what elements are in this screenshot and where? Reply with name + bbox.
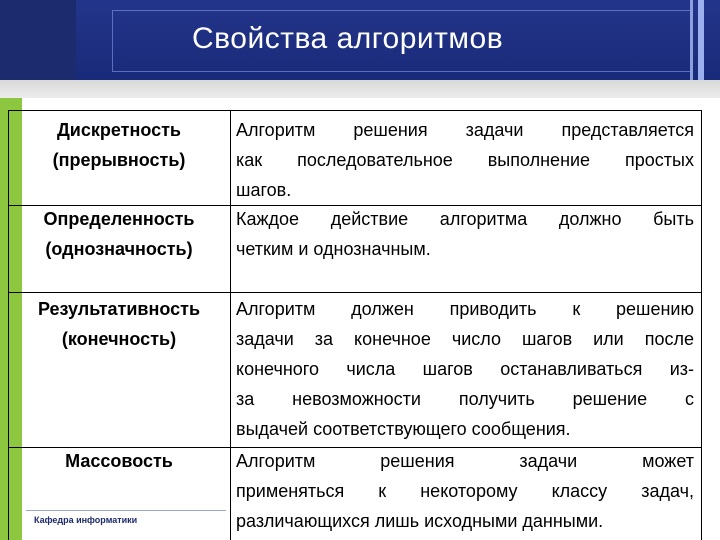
table-row-term bbox=[8, 204, 230, 264]
term-line: Результативность bbox=[37, 299, 201, 319]
description-line: шагов. bbox=[236, 180, 292, 200]
corner-decoration bbox=[0, 0, 76, 80]
description-line: четким и однозначным. bbox=[236, 239, 431, 259]
table-row-term bbox=[8, 294, 230, 354]
description-line: задачи за конечное число шагов или после bbox=[236, 329, 694, 349]
description-line: как последовательное выполнение простых bbox=[236, 150, 694, 170]
description-line: применяться к некоторому классу задач, bbox=[236, 481, 694, 501]
description-line: за невозможности получить решение с bbox=[236, 389, 694, 409]
table-row-divider bbox=[8, 292, 702, 293]
description-line: Алгоритм решения задачи может bbox=[236, 451, 694, 471]
term-line: (конечность) bbox=[61, 329, 177, 349]
description-line: конечного числа шагов останавливаться из- bbox=[236, 359, 694, 379]
page-title: Свойства алгоритмов bbox=[192, 22, 504, 55]
description-line: Алгоритм должен приводить к решению bbox=[236, 299, 694, 319]
table-row-term bbox=[8, 446, 230, 476]
table-row-description bbox=[236, 446, 694, 536]
term-line: Дискретность bbox=[56, 120, 181, 140]
table-row-description bbox=[236, 115, 694, 205]
header-divider-strip bbox=[0, 80, 720, 98]
title-accent-line-outer bbox=[698, 0, 704, 80]
table-right-border bbox=[701, 110, 702, 540]
footer-department-label: Кафедра информатики bbox=[34, 515, 138, 525]
table-column-divider bbox=[230, 110, 231, 540]
table-row-description bbox=[236, 294, 694, 444]
term-line: Определенность bbox=[43, 209, 195, 229]
title-accent-line bbox=[690, 0, 693, 80]
footer-divider bbox=[26, 510, 226, 511]
term-line: (однозначность) bbox=[45, 239, 193, 259]
description-line: выдачей соответствующего сообщения. bbox=[236, 419, 571, 439]
term-line: Массовость bbox=[65, 451, 173, 471]
table-row-term bbox=[8, 115, 230, 175]
description-line: Алгоритм решения задачи представляется bbox=[236, 120, 694, 140]
term-line: (прерывность) bbox=[52, 150, 186, 170]
table-row-description bbox=[236, 204, 694, 264]
description-line: различающихся лишь исходными данными. bbox=[236, 511, 604, 531]
description-line: Каждое действие алгоритма должно быть bbox=[236, 209, 694, 229]
